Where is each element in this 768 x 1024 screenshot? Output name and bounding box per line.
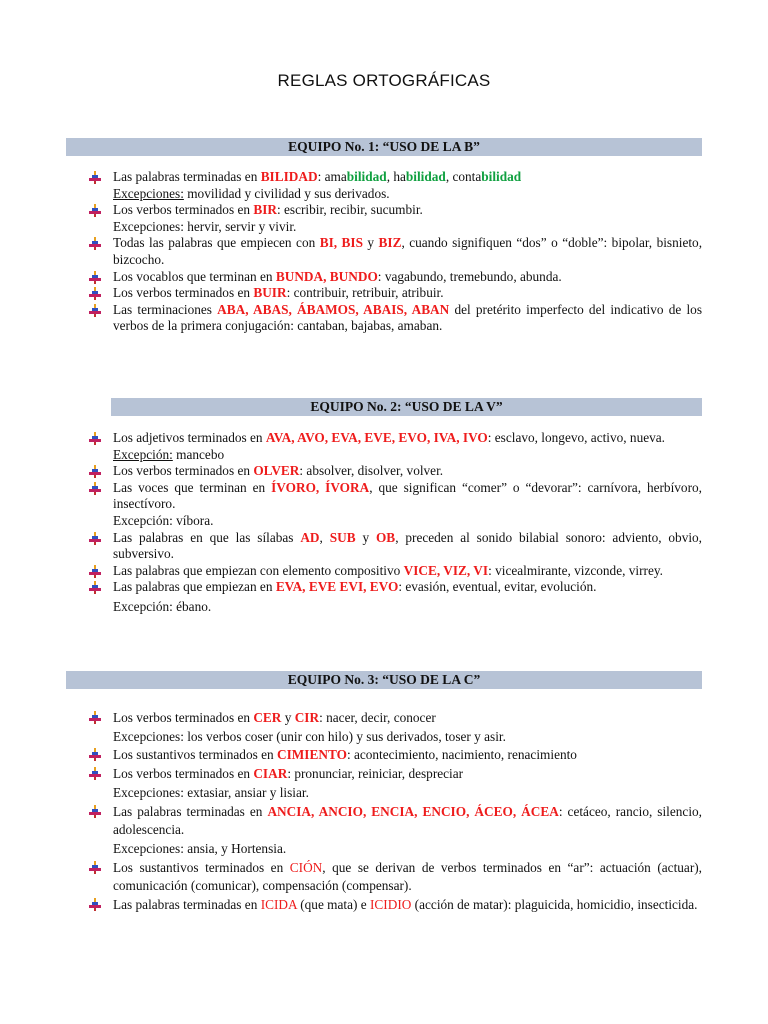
exception-line: Excepciones: movilidad y civilidad y sus derivados.	[113, 185, 390, 201]
pushpin-bullet-icon	[88, 204, 102, 217]
list-item: Los verbos terminados en CER y CIR: nacer, decir, conocer	[88, 709, 702, 728]
list-item: Las palabras que empiezan en EVA, EVE EVI, EVO: evasión, eventual, evitar, evolución.	[88, 579, 702, 596]
list-item: Las voces que terminan en ÍVORO, ÍVORA, que significan “comer” o “devorar”: carnívora, herbívoro, insectívoro.	[88, 480, 702, 513]
list-item: Los sustantivos terminados en CIMIENTO: acontecimiento, nacimiento, renacimiento	[88, 746, 702, 765]
pushpin-bullet-icon	[88, 465, 102, 478]
pushpin-bullet-icon	[88, 532, 102, 545]
list-item: Las palabras terminadas en ICIDA (que mata) e ICIDIO (acción de matar): plaguicida, homicidio, insecticida.	[88, 896, 702, 915]
list-item: Las palabras que empiezan con elemento compositivo VICE, VIZ, VI: vicealmirante, vizconde, virrey.	[88, 563, 702, 580]
pushpin-bullet-icon	[88, 861, 102, 874]
exception-line: Excepciones: hervir, servir y vivir.	[113, 218, 297, 234]
pushpin-bullet-icon	[88, 237, 102, 250]
exception-line: Excepción: ébano.	[113, 599, 212, 615]
list-item: Los verbos terminados en OLVER: absolver, disolver, volver.	[88, 463, 702, 480]
section-header-equipo-2: EQUIPO No. 2: “USO DE LA V”	[111, 398, 702, 416]
exception-line: Excepción: mancebo	[113, 446, 225, 462]
list-equipo-3	[88, 709, 702, 915]
page-title: REGLAS ORTOGRÁFICAS	[277, 71, 491, 90]
list-item: Los adjetivos terminados en AVA, AVO, EVA, EVE, EVO, IVA, IVO: esclavo, longevo, activo, nueva.	[88, 430, 702, 447]
section-header-equipo-1: EQUIPO No. 1: “USO DE LA B”	[66, 138, 702, 156]
pushpin-bullet-icon	[88, 805, 102, 818]
list-item: Los verbos terminados en BUIR: contribuir, retribuir, atribuir.	[88, 285, 702, 302]
exception-line: Excepciones: ansia, y Hortensia.	[113, 840, 287, 856]
list-equipo-2	[88, 430, 702, 616]
list-item: Las palabras en que las sílabas AD, SUB y OB, preceden al sonido bilabial sonoro: adviento, obvio, subversivo.	[88, 530, 702, 563]
list-item: Las terminaciones ABA, ABAS, ÁBAMOS, ABAIS, ABAN del pretérito imperfecto del indicativo de los verbos de la primera conjugación: cantaban, bajabas, amaban.	[88, 302, 702, 335]
list-item: Los vocablos que terminan en BUNDA, BUNDO: vagabundo, tremebundo, abunda.	[88, 269, 702, 286]
list-item: Los sustantivos terminados en CIÓN, que se derivan de verbos terminados en “ar”: actuación (actuar), comunicación (comunicar), compensación (compensar).	[88, 859, 702, 896]
pushpin-bullet-icon	[88, 432, 102, 445]
pushpin-bullet-icon	[88, 565, 102, 578]
list-item: Todas las palabras que empiecen con BI, BIS y BIZ, cuando signifiquen “dos” o “doble”: bipolar, bisnieto, bizcocho.	[88, 235, 702, 268]
list-item: Los verbos terminados en BIR: escribir, recibir, sucumbir.	[88, 202, 702, 219]
exception-line: Excepciones: los verbos coser (unir con hilo) y sus derivados, toser y asir.	[113, 728, 506, 744]
pushpin-bullet-icon	[88, 482, 102, 495]
pushpin-bullet-icon	[88, 711, 102, 724]
pushpin-bullet-icon	[88, 287, 102, 300]
exception-line: Excepción: víbora.	[113, 512, 214, 528]
pushpin-bullet-icon	[88, 748, 102, 761]
section-header-equipo-3: EQUIPO No. 3: “USO DE LA C”	[66, 671, 702, 689]
pushpin-bullet-icon	[88, 271, 102, 284]
list-item: Las palabras terminadas en BILIDAD: amabilidad, habilidad, contabilidad	[88, 169, 702, 186]
pushpin-bullet-icon	[88, 171, 102, 184]
pushpin-bullet-icon	[88, 581, 102, 594]
list-item: Los verbos terminados en CIAR: pronunciar, reiniciar, despreciar	[88, 765, 702, 784]
exception-line: Excepciones: extasiar, ansiar y lisiar.	[113, 784, 309, 800]
pushpin-bullet-icon	[88, 304, 102, 317]
list-item: Las palabras terminadas en ANCIA, ANCIO, ENCIA, ENCIO, ÁCEO, ÁCEA: cetáceo, rancio, silencio, adolescencia.	[88, 803, 702, 840]
pushpin-bullet-icon	[88, 898, 102, 911]
list-equipo-1	[88, 169, 702, 335]
pushpin-bullet-icon	[88, 767, 102, 780]
